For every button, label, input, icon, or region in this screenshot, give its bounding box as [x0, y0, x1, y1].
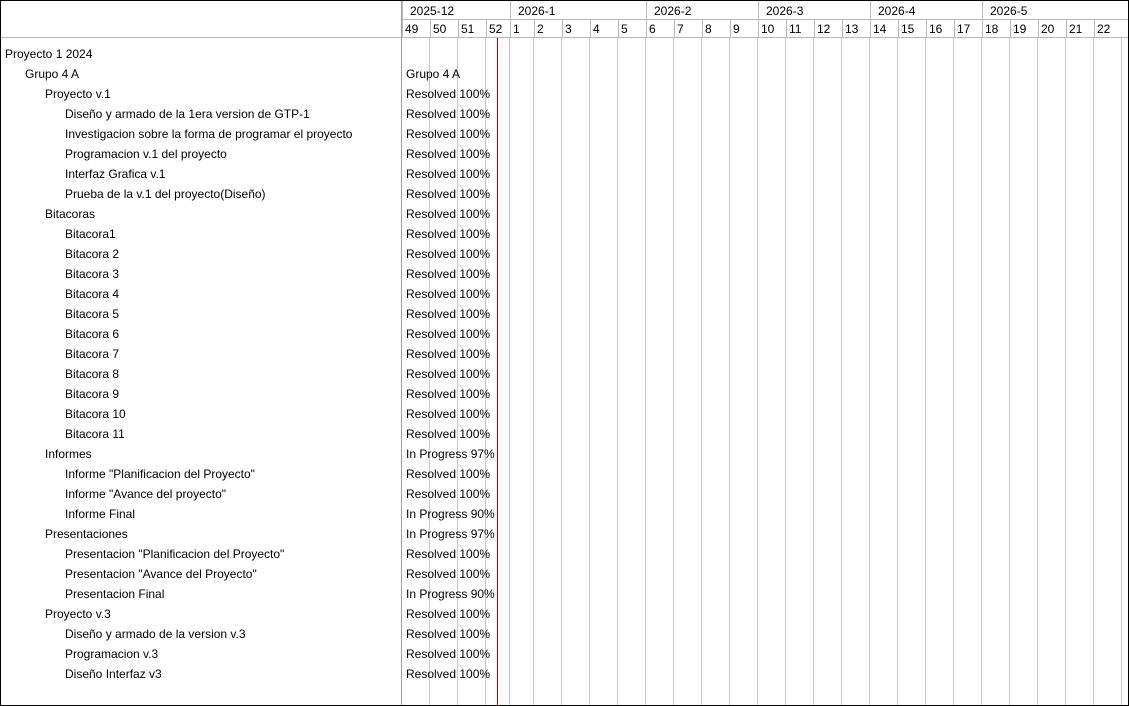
task-name: Programacion v.1 del proyecto	[65, 147, 227, 161]
week-label: 17	[954, 20, 982, 37]
week-label: 7	[674, 20, 702, 37]
task-status: Resolved 100%	[406, 627, 491, 641]
task-row[interactable]	[1, 144, 1128, 164]
task-row[interactable]	[1, 324, 1128, 344]
task-name: Interfaz Grafica v.1	[65, 167, 166, 181]
task-row[interactable]	[1, 484, 1128, 504]
month-label: 2026-2	[646, 1, 758, 19]
week-label: 2	[534, 20, 562, 37]
month-divider	[401, 19, 1128, 20]
task-status: Resolved 100%	[406, 607, 491, 621]
task-row[interactable]	[1, 584, 1128, 604]
week-label: 22	[1094, 20, 1122, 37]
task-status: Resolved 100%	[406, 287, 491, 301]
task-row[interactable]	[1, 504, 1128, 524]
task-row[interactable]	[1, 284, 1128, 304]
task-row[interactable]	[1, 604, 1128, 624]
task-status: Resolved 100%	[406, 327, 491, 341]
week-label: 8	[702, 20, 730, 37]
task-row[interactable]	[1, 344, 1128, 364]
task-name: Bitacora 4	[65, 287, 120, 301]
task-name: Presentacion "Planificacion del Proyecto"	[65, 547, 285, 561]
task-row[interactable]	[1, 424, 1128, 444]
task-status: Resolved 100%	[406, 147, 491, 161]
task-status: Resolved 100%	[406, 487, 491, 501]
task-row[interactable]	[1, 164, 1128, 184]
task-status: Resolved 100%	[406, 267, 491, 281]
task-name: Bitacora 3	[65, 267, 120, 281]
task-name: Presentacion Final	[65, 587, 165, 601]
task-name: Grupo 4 A	[25, 67, 80, 81]
task-status: In Progress 97%	[406, 527, 495, 541]
task-status: In Progress 90%	[406, 587, 495, 601]
task-name: Informe "Planificacion del Proyecto"	[65, 467, 255, 481]
task-row[interactable]	[1, 644, 1128, 664]
task-name: Investigacion sobre la forma de programar el proyecto	[65, 127, 353, 141]
week-label: 5	[618, 20, 646, 37]
task-row[interactable]	[1, 124, 1128, 144]
month-label: 2025-12	[402, 1, 510, 19]
task-row[interactable]	[1, 224, 1128, 244]
week-label: 11	[786, 20, 814, 37]
task-row[interactable]	[1, 524, 1128, 544]
task-status: Resolved 100%	[406, 307, 491, 321]
task-name: Bitacora 6	[65, 327, 120, 341]
week-label: 51	[458, 20, 486, 37]
task-status: Resolved 100%	[406, 347, 491, 361]
task-row[interactable]	[1, 204, 1128, 224]
task-status: Resolved 100%	[406, 207, 491, 221]
task-status: Resolved 100%	[406, 227, 491, 241]
task-row[interactable]	[1, 464, 1128, 484]
task-row[interactable]	[1, 384, 1128, 404]
task-status: In Progress 90%	[406, 507, 495, 521]
task-row[interactable]	[1, 544, 1128, 564]
month-label: 2026-1	[510, 1, 646, 19]
task-status: Resolved 100%	[406, 247, 491, 261]
task-row[interactable]	[1, 664, 1128, 684]
task-name: Bitacora 7	[65, 347, 120, 361]
task-status: Resolved 100%	[406, 567, 491, 581]
week-label: 50	[430, 20, 458, 37]
task-row[interactable]	[1, 404, 1128, 424]
week-label: 49	[402, 20, 430, 37]
task-name: Bitacora 10	[65, 407, 126, 421]
task-name: Bitacora 8	[65, 367, 120, 381]
task-row[interactable]	[1, 44, 1128, 64]
task-name: Prueba de la v.1 del proyecto(Diseño)	[65, 187, 266, 201]
month-label: 2026-4	[870, 1, 982, 19]
task-name: Bitacora 5	[65, 307, 120, 321]
task-status: Resolved 100%	[406, 547, 491, 561]
task-row[interactable]	[1, 104, 1128, 124]
week-label: 1	[510, 20, 534, 37]
task-row[interactable]	[1, 444, 1128, 464]
task-name: Informe "Avance del proyecto"	[65, 487, 227, 501]
task-row[interactable]	[1, 264, 1128, 284]
task-row[interactable]	[1, 624, 1128, 644]
task-status: Resolved 100%	[406, 467, 491, 481]
task-status: Resolved 100%	[406, 667, 491, 681]
task-name: Presentacion "Avance del Proyecto"	[65, 567, 257, 581]
task-name: Informes	[45, 447, 92, 461]
task-status: Resolved 100%	[406, 367, 491, 381]
task-name: Presentaciones	[45, 527, 128, 541]
task-status: Resolved 100%	[406, 407, 491, 421]
task-status: In Progress 97%	[406, 447, 495, 461]
week-label: 6	[646, 20, 674, 37]
task-name: Diseño y armado de la 1era version de GTP-1	[65, 107, 310, 121]
task-row[interactable]	[1, 184, 1128, 204]
task-name: Proyecto 1 2024	[5, 47, 93, 61]
week-label: 10	[758, 20, 786, 37]
task-row[interactable]	[1, 304, 1128, 324]
week-label: 18	[982, 20, 1010, 37]
task-name: Informe Final	[65, 507, 136, 521]
task-status: Resolved 100%	[406, 107, 491, 121]
week-label: 14	[870, 20, 898, 37]
week-label: 15	[898, 20, 926, 37]
task-status: Resolved 100%	[406, 167, 491, 181]
task-name: Diseño Interfaz v3	[65, 667, 162, 681]
week-label: 21	[1066, 20, 1094, 37]
task-status: Resolved 100%	[406, 87, 491, 101]
task-name: Diseño y armado de la version v.3	[65, 627, 246, 641]
task-name: Bitacora 11	[65, 427, 125, 441]
week-label: 20	[1038, 20, 1066, 37]
month-label: 2026-3	[758, 1, 870, 19]
week-label: 3	[562, 20, 590, 37]
week-label: 16	[926, 20, 954, 37]
task-name: Proyecto v.3	[45, 607, 111, 621]
task-status: Resolved 100%	[406, 427, 491, 441]
task-row[interactable]	[1, 364, 1128, 384]
header-separator	[1, 37, 1128, 38]
task-row[interactable]	[1, 564, 1128, 584]
week-label: 4	[590, 20, 618, 37]
week-label: 9	[730, 20, 758, 37]
task-status: Resolved 100%	[406, 387, 491, 401]
week-label: 52	[486, 20, 510, 37]
task-name: Programacion v.3	[65, 647, 159, 661]
task-status: Resolved 100%	[406, 647, 491, 661]
task-row[interactable]	[1, 84, 1128, 104]
task-status: Resolved 100%	[406, 187, 491, 201]
task-name: Proyecto v.1	[45, 87, 111, 101]
task-row[interactable]	[1, 244, 1128, 264]
week-label: 19	[1010, 20, 1038, 37]
task-status: Grupo 4 A	[406, 67, 461, 81]
task-name: Bitacoras	[45, 207, 96, 221]
task-name: Bitacora 9	[65, 387, 120, 401]
month-label: 2026-5	[982, 1, 1122, 19]
task-row[interactable]	[1, 64, 1128, 84]
task-status: Resolved 100%	[406, 127, 491, 141]
week-label: 13	[842, 20, 870, 37]
task-name: Bitacora1	[65, 227, 116, 241]
task-name: Bitacora 2	[65, 247, 120, 261]
week-label: 12	[814, 20, 842, 37]
